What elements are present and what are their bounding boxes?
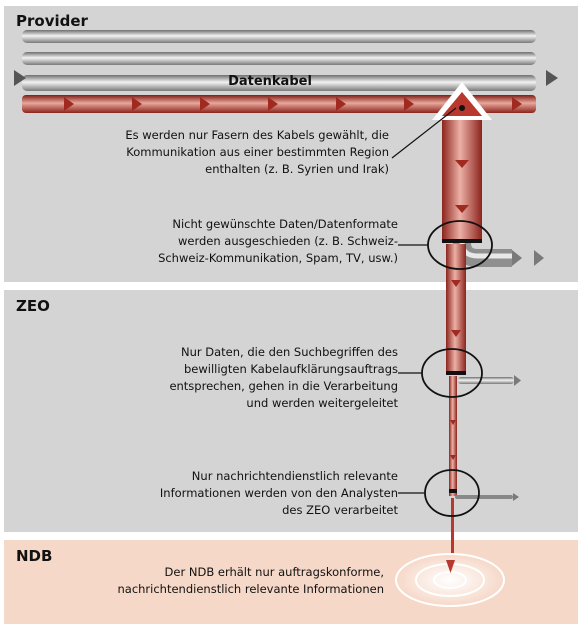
pipe-segment-3	[449, 376, 457, 496]
zeo-branch-1	[458, 377, 514, 384]
step-3-line: bewilligten Kabelaufklärungsauftrags	[184, 362, 398, 376]
filter-bar-3	[449, 489, 457, 493]
ndb-title: NDB	[16, 547, 53, 565]
provider-title: Provider	[16, 12, 88, 30]
pipe-segment-4	[451, 498, 454, 560]
cable-label: Datenkabel	[228, 74, 312, 89]
fiber-selector-dot-icon	[459, 105, 465, 111]
step-4-line: des ZEO verarbeitet	[282, 503, 398, 517]
step-5-line: nachrichtendienstlich relevante Informationen	[117, 582, 384, 596]
step-3-text	[68, 344, 398, 412]
filter-bar-2	[446, 371, 466, 375]
zeo-title: ZEO	[16, 297, 50, 315]
step-1-line: enthalten (z. B. Syrien und Irak)	[205, 162, 389, 176]
step-4-line: Nur nachrichtendienstlich relevante	[191, 469, 398, 483]
step-5-line: Der NDB erhält nur auftragskonforme,	[164, 565, 384, 579]
step-4-text	[68, 468, 398, 519]
filter-bar-1	[442, 239, 482, 243]
pipe-segment-2	[446, 244, 466, 374]
step-2-text	[68, 216, 398, 267]
step-4-line: Informationen werden von den Analysten	[159, 486, 398, 500]
step-5-text	[44, 564, 384, 598]
step-3-line: Nur Daten, die den Suchbegriffen des	[180, 345, 398, 359]
step-2-line: werden ausgeschieden (z. B. Schweiz-	[177, 234, 398, 248]
step-1-line: Kommunikation aus einer bestimmten Region	[126, 145, 389, 159]
grey-fiber-2	[22, 52, 536, 65]
step-2-line: Schweiz-Kommunikation, Spam, TV, usw.)	[158, 251, 398, 265]
step-3-line: und werden weitergeleitet	[246, 396, 398, 410]
zeo-branch-2	[455, 495, 513, 499]
step-1-text	[59, 127, 389, 178]
step-3-line: entsprechen, gehen in die Verarbeitung	[169, 379, 398, 393]
step-2-line: Nicht gewünschte Daten/Datenformate	[172, 217, 398, 231]
grey-fiber-1	[22, 30, 536, 43]
step-1-line: Es werden nur Fasern des Kabels gewählt, die	[125, 128, 389, 142]
